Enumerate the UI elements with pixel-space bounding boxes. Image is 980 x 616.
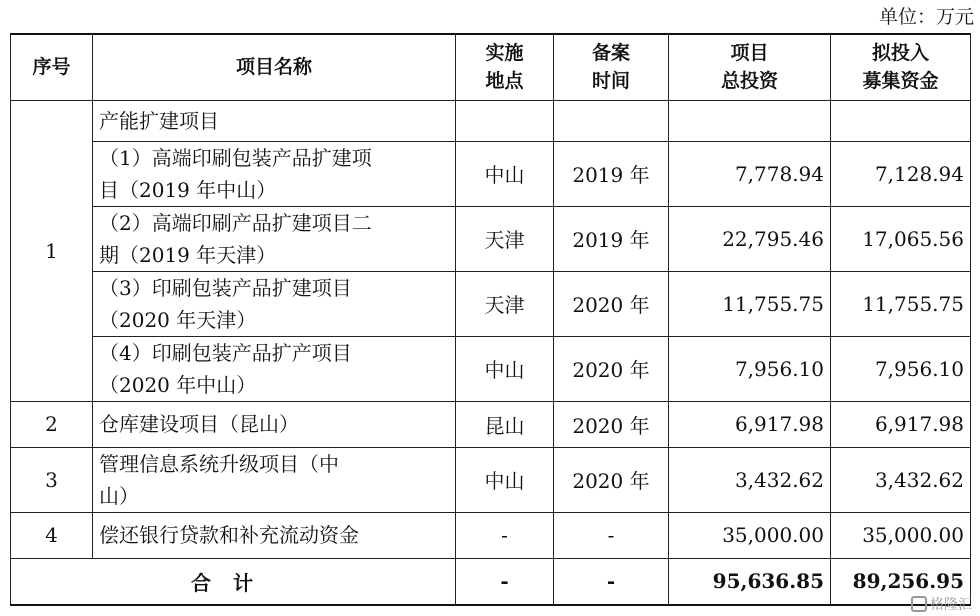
project-place: 天津	[456, 206, 554, 271]
project-time: 2020 年	[554, 271, 669, 336]
row-seq: 1	[11, 100, 93, 401]
total-investment: 95,636.85	[669, 558, 831, 605]
project-raise: 6,917.98	[831, 401, 971, 447]
table-row	[11, 512, 971, 558]
project-name: 仓库建设项目（昆山）	[93, 401, 456, 447]
project-place: 中山	[456, 447, 554, 512]
header-raised-funds: 拟投入 募集资金	[831, 34, 971, 100]
total-label: 合计	[11, 558, 456, 605]
fundraising-projects-table	[10, 33, 971, 606]
watermark	[911, 594, 972, 614]
header-seq: 序号	[11, 34, 93, 100]
row-seq: 4	[11, 512, 93, 558]
table-row	[11, 336, 971, 401]
project-place: 天津	[456, 271, 554, 336]
project-time: 2019 年	[554, 141, 669, 206]
table-row	[11, 206, 971, 271]
table-row	[11, 141, 971, 206]
header-row	[11, 34, 971, 100]
empty-cell	[554, 100, 669, 141]
project-place: 昆山	[456, 401, 554, 447]
group-title: 产能扩建项目	[93, 100, 456, 141]
unit-label: 单位：万元	[878, 6, 974, 28]
total-place: -	[456, 558, 554, 605]
project-total: 22,795.46	[669, 206, 831, 271]
header-total-investment: 项目 总投资	[669, 34, 831, 100]
project-name: （3）印刷包装产品扩建项目 （2020 年天津）	[93, 271, 456, 336]
project-time: -	[554, 512, 669, 558]
project-name: （2）高端印刷产品扩建项目二 期（2019 年天津）	[93, 206, 456, 271]
project-time: 2020 年	[554, 401, 669, 447]
project-place: 中山	[456, 336, 554, 401]
project-total: 7,956.10	[669, 336, 831, 401]
header-name: 项目名称	[93, 34, 456, 100]
project-total: 35,000.00	[669, 512, 831, 558]
project-name: （1）高端印刷包装产品扩建项 目（2019 年中山）	[93, 141, 456, 206]
table-row	[11, 100, 971, 141]
project-raise: 35,000.00	[831, 512, 971, 558]
project-raise: 3,432.62	[831, 447, 971, 512]
project-name: 管理信息系统升级项目（中 山）	[93, 447, 456, 512]
project-raise: 7,956.10	[831, 336, 971, 401]
watermark-text: 格隆汇	[930, 597, 972, 613]
project-total: 7,778.94	[669, 141, 831, 206]
total-time: -	[554, 558, 669, 605]
table-row	[11, 401, 971, 447]
project-place: -	[456, 512, 554, 558]
empty-cell	[456, 100, 554, 141]
project-total: 6,917.98	[669, 401, 831, 447]
empty-cell	[831, 100, 971, 141]
project-raise: 11,755.75	[831, 271, 971, 336]
project-time: 2019 年	[554, 206, 669, 271]
header-place: 实施 地点	[456, 34, 554, 100]
project-time: 2020 年	[554, 336, 669, 401]
table-row	[11, 447, 971, 512]
empty-cell	[669, 100, 831, 141]
project-name: （4）印刷包装产品扩产项目 （2020 年中山）	[93, 336, 456, 401]
project-raise: 7,128.94	[831, 141, 971, 206]
project-total: 3,432.62	[669, 447, 831, 512]
total-raise: 89,256.95	[831, 558, 971, 605]
project-name: 偿还银行贷款和补充流动资金	[93, 512, 456, 558]
watermark-logo-icon	[911, 596, 927, 612]
project-raise: 17,065.56	[831, 206, 971, 271]
row-seq: 2	[11, 401, 93, 447]
total-row	[11, 558, 971, 605]
project-time: 2020 年	[554, 447, 669, 512]
header-record-time: 备案 时间	[554, 34, 669, 100]
row-seq: 3	[11, 447, 93, 512]
project-place: 中山	[456, 141, 554, 206]
table-row	[11, 271, 971, 336]
project-total: 11,755.75	[669, 271, 831, 336]
